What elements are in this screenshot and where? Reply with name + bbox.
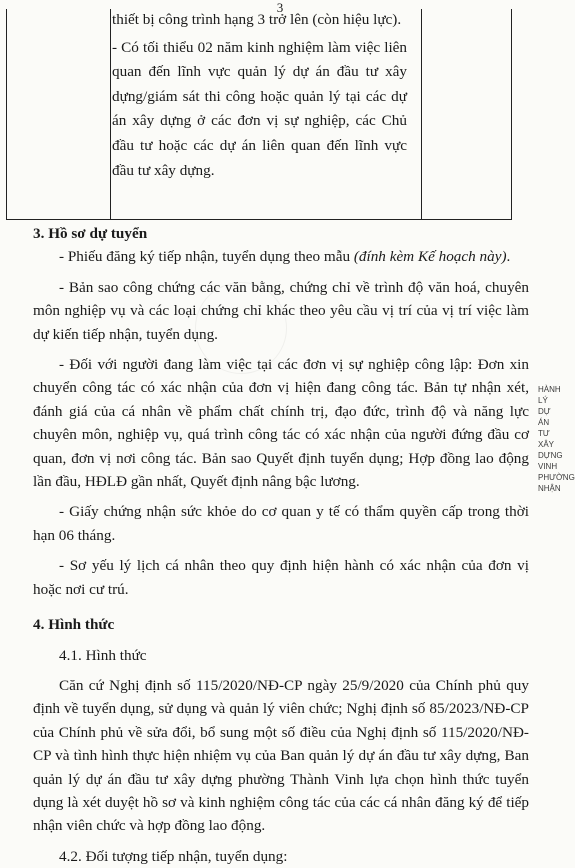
- document-body: [33, 216, 529, 868]
- section-3-paragraph-5: - Sơ yếu lý lịch cá nhân theo quy định hiện hành có xác nhận của đơn vị hoặc nơi cư trú.: [33, 557, 529, 598]
- section-3-heading: 3. Hồ sơ dự tuyển: [33, 225, 148, 242]
- table-cell-line-1: thiết bị công trình hạng 3 trở lên (còn hiệu lực).: [112, 11, 402, 28]
- paragraph-text: - Phiếu đăng ký tiếp nhận, tuyển dụng theo mẫu: [59, 248, 354, 266]
- section-3-paragraph-2: - Bản sao công chứng các văn bằng, chứng chỉ về trình độ văn hoá, chuyên môn nghiệp vụ và các loại chứng chỉ khác theo yêu cầu vị trí của vị trí việc làm dự kiến tiếp nhận, tuyển dụng.: [33, 278, 529, 343]
- section-4-paragraph-1: Căn cứ Nghị định số 115/2020/NĐ-CP ngày 25/9/2020 của Chính phủ quy định về tuyển dụng, sử dụng và quản lý viên chức; Nghị định số 85/2023/NĐ-CP của Chính phủ về sửa đổi, bổ sung một số điều của Nghị định số 115/2020/NĐ-CP và tình hình thực hiện nhiệm vụ của Ban quản lý dự án đầu tư xây dựng, Ban quản lý dự án đầu tư xây dựng phường Thành Vinh lựa chọn hình thức tuyển dụng là xét duyệt hồ sơ và kinh nghiệm công tác của các cá nhân đăng ký để tiếp nhận viên chức và hợp đồng lao động.: [33, 676, 529, 835]
- section-4-subheading-2: 4.2. Đối tượng tiếp nhận, tuyển dụng:: [59, 847, 288, 865]
- section-3-paragraph-3: - Đối với người đang làm việc tại các đơn vị sự nghiệp công lập: Đơn xin chuyển công tác có xác nhận của đơn vị hiện đang công tác. Bản tự nhận xét, đánh giá của cá nhân về phẩm chất chính trị, đạo đức, trình độ và năng lực chuyên môn, nghiệp vụ, quá trình công tác có xác nhận của người đứng đầu cơ quan, đơn vị nơi công tác. Bản sao Quyết định tuyển dụng; Hợp đồng lao động lần đầu, HĐLĐ gần nhất, Quyết định nâng bậc lương.: [33, 356, 529, 491]
- section-4-heading: 4. Hình thức: [33, 616, 115, 634]
- table-column-left: [7, 9, 111, 219]
- partial-stamp-seal: HÀNH LÝ DỰ ÁN TƯ XÂY DỰNG VINH PHƯỜNG NHẬN: [538, 385, 575, 493]
- paragraph-italic: (đính kèm Kế hoạch này): [353, 248, 507, 266]
- table-column-right: [421, 9, 512, 219]
- section-3-paragraph-1: [33, 245, 529, 268]
- table-cell-text: [112, 8, 407, 183]
- table-cell-line-2: - Có tối thiểu 02 năm kinh nghiệm làm việc liên quan đến lĩnh vực quản lý dự án đầu tư xây dựng/giám sát thi công hoặc quản lý tại các dự án xây dựng ở các đơn vị sự nghiệp, các Chủ đầu tư hoặc các dự án liên quan đến lĩnh vực đầu tư xây dựng.: [112, 38, 407, 179]
- section-4-subheading-1: 4.1. Hình thức: [59, 646, 147, 664]
- paragraph-end: .: [506, 248, 511, 266]
- section-3-paragraph-4: - Giấy chứng nhận sức khỏe do cơ quan y tế có thẩm quyền cấp trong thời hạn 06 tháng.: [33, 503, 529, 544]
- page-number: 3: [276, 0, 284, 15]
